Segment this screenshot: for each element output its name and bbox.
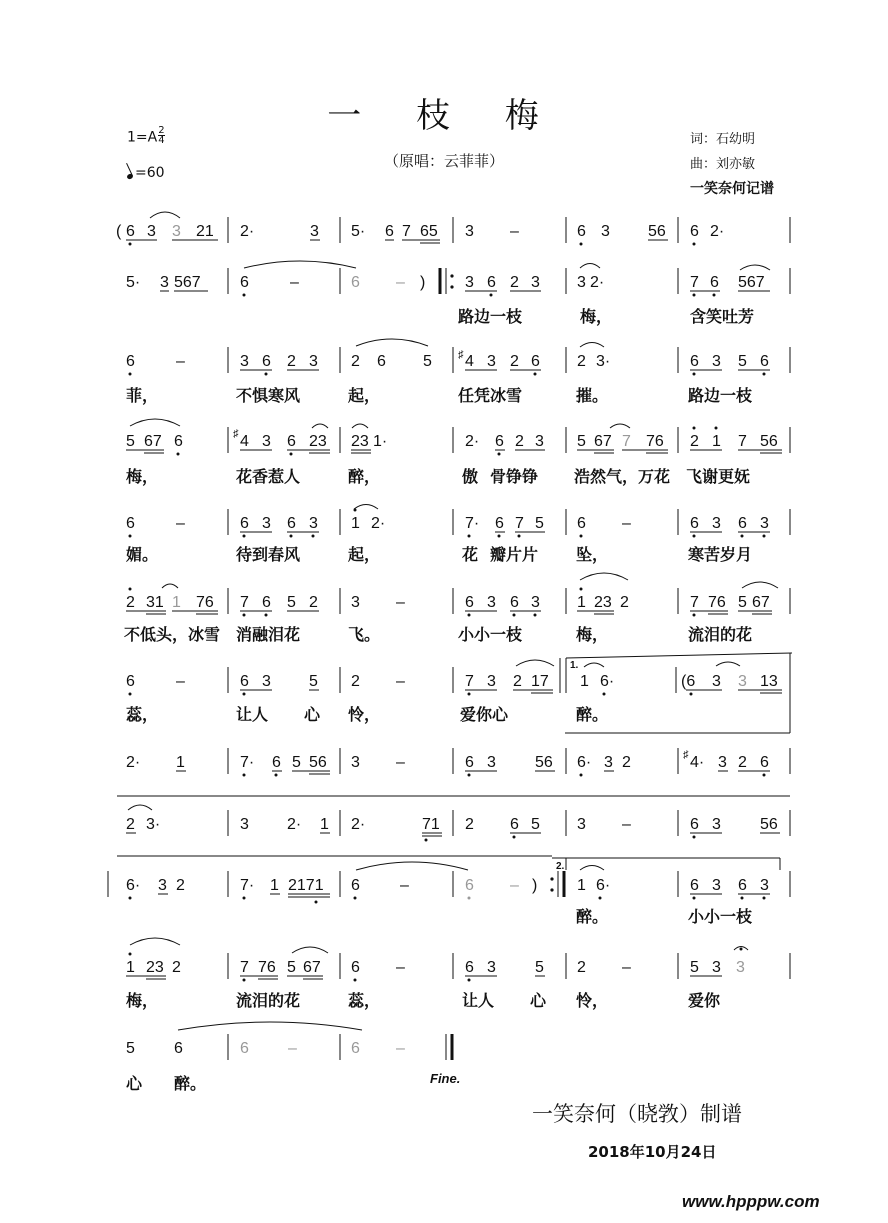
svg-text:23: 23 [351,433,369,450]
svg-text:23: 23 [146,959,164,976]
svg-text:2: 2 [176,877,185,894]
svg-text:56: 56 [760,433,778,450]
svg-text:3: 3 [601,223,610,240]
svg-text:2: 2 [577,353,586,370]
svg-text:2: 2 [126,816,135,833]
svg-text:2: 2 [287,353,296,370]
svg-text:7: 7 [690,274,699,291]
svg-text:6: 6 [377,353,386,370]
svg-text:浩然气，万花: 浩然气，万花 [574,467,671,486]
svg-text:让人: 让人 [462,991,495,1010]
svg-text:3: 3 [712,673,721,690]
svg-text:–: – [396,1040,405,1057]
svg-text:3: 3 [487,754,496,771]
svg-text:2: 2 [620,594,629,611]
svg-text:6: 6 [710,274,719,291]
svg-text:7: 7 [622,433,631,450]
svg-text:2: 2 [510,274,519,291]
svg-text:2: 2 [126,594,135,611]
svg-text:6: 6 [240,274,249,291]
svg-text:飞谢更妩: 飞谢更妩 [686,467,751,486]
svg-text:6·: 6· [126,877,141,894]
svg-text:5: 5 [738,353,747,370]
svg-text:2·: 2· [287,816,302,833]
svg-text:路边一枝: 路边一枝 [458,307,523,326]
svg-text:–: – [400,877,409,894]
svg-text:待到春风: 待到春风 [236,545,301,564]
svg-text:2·: 2· [351,816,366,833]
svg-text:1: 1 [172,594,181,611]
svg-text:6: 6 [738,515,747,532]
svg-text:寒苦岁月: 寒苦岁月 [688,545,753,564]
svg-text:7: 7 [240,959,249,976]
svg-text:56: 56 [535,754,553,771]
svg-text:3: 3 [577,816,586,833]
svg-text:3: 3 [736,959,745,976]
svg-text:心: 心 [304,705,321,724]
svg-text:2.: 2. [556,861,565,872]
svg-text:3: 3 [487,959,496,976]
svg-text:7·: 7· [240,754,255,771]
svg-text:5: 5 [423,353,432,370]
svg-text:醉。: 醉。 [174,1074,207,1093]
svg-text:爱你: 爱你 [688,991,721,1010]
svg-text:5: 5 [287,959,296,976]
svg-text:2·: 2· [126,754,141,771]
svg-text:3: 3 [160,274,169,291]
svg-text:67: 67 [752,594,770,611]
svg-text:13: 13 [760,673,778,690]
svg-text:6: 6 [287,433,296,450]
svg-text:5: 5 [287,594,296,611]
svg-text:2: 2 [351,673,360,690]
svg-text:7·: 7· [465,515,480,532]
svg-text:3: 3 [309,353,318,370]
svg-text:4: 4 [465,353,474,370]
svg-text:5: 5 [738,594,747,611]
svg-text:67: 67 [594,433,612,450]
svg-text:–: – [396,673,405,690]
svg-text:6: 6 [690,353,699,370]
svg-text:4·: 4· [690,754,705,771]
svg-text:5·: 5· [126,274,141,291]
svg-text:起，: 起， [348,386,381,405]
svg-text:2: 2 [309,594,318,611]
svg-text:3: 3 [147,223,156,240]
svg-text:567: 567 [738,274,765,291]
svg-text:3: 3 [712,877,721,894]
svg-text:): ) [532,877,538,894]
svg-text:1: 1 [712,433,721,450]
svg-text:醉。: 醉。 [576,907,609,926]
svg-text:67: 67 [144,433,162,450]
svg-text:2: 2 [510,353,519,370]
time-denominator: 4 [158,135,165,146]
svg-text:1: 1 [351,515,360,532]
svg-text:含笑吐芳: 含笑吐芳 [690,307,755,326]
svg-text:1: 1 [270,877,279,894]
svg-text:2: 2 [351,353,360,370]
svg-text:6: 6 [351,877,360,894]
svg-text:3: 3 [531,274,540,291]
svg-text:76: 76 [646,433,664,450]
svg-text:31: 31 [146,594,164,611]
svg-text:6: 6 [465,959,474,976]
svg-text:起，: 起， [348,545,381,564]
svg-text:醉。: 醉。 [576,705,609,724]
svg-text:5: 5 [126,1040,135,1057]
svg-text:5: 5 [690,959,699,976]
svg-text:醉，: 醉， [348,467,381,486]
svg-text:6: 6 [174,433,183,450]
svg-text:蕊，: 蕊， [348,991,381,1010]
svg-text:2: 2 [515,433,524,450]
svg-text:3: 3 [531,594,540,611]
svg-text:–: – [396,274,405,291]
svg-text:6: 6 [262,594,271,611]
svg-text:3: 3 [760,515,769,532]
svg-text:媚。: 媚。 [126,545,159,564]
svg-text:小小一枝: 小小一枝 [458,625,523,644]
svg-text:任凭冰雪: 任凭冰雪 [458,386,523,405]
svg-text:3: 3 [351,754,360,771]
svg-text:6: 6 [351,1040,360,1057]
svg-text:6: 6 [510,594,519,611]
svg-text:6: 6 [240,1040,249,1057]
svg-text:3: 3 [172,223,181,240]
svg-text:傲: 傲 [462,467,479,486]
svg-text:76: 76 [258,959,276,976]
svg-text:–: – [288,1040,297,1057]
svg-text:7: 7 [465,673,474,690]
svg-text:–: – [396,959,405,976]
svg-text:6: 6 [287,515,296,532]
svg-text:2: 2 [622,754,631,771]
time-numerator: 2 [158,125,165,136]
svg-text:6: 6 [240,673,249,690]
svg-text:2·: 2· [710,223,725,240]
svg-text:3: 3 [262,515,271,532]
svg-text:–: – [176,515,185,532]
svg-text:3: 3 [487,353,496,370]
svg-text:6: 6 [240,515,249,532]
svg-text:1: 1 [577,877,586,894]
svg-text:5: 5 [309,673,318,690]
svg-text:7·: 7· [240,877,255,894]
svg-text:3: 3 [712,816,721,833]
svg-text:花香惹人: 花香惹人 [236,467,301,486]
svg-text:6: 6 [465,594,474,611]
svg-text:6: 6 [487,274,496,291]
svg-text:飞。: 飞。 [348,625,381,644]
svg-text:3: 3 [240,816,249,833]
svg-text:5: 5 [531,816,540,833]
svg-text:76: 76 [708,594,726,611]
svg-text:3: 3 [535,433,544,450]
svg-text:不惧寒风: 不惧寒风 [236,386,301,405]
svg-text:–: – [622,816,631,833]
svg-text:17: 17 [531,673,549,690]
svg-text:7: 7 [515,515,524,532]
svg-text:6: 6 [577,223,586,240]
svg-text:路边一枝: 路边一枝 [688,386,753,405]
svg-text:3·: 3· [146,816,161,833]
svg-text:–: – [510,877,519,894]
svg-text:2·: 2· [240,223,255,240]
svg-text:(6: (6 [681,673,696,690]
fine-mark: Fine. [430,1071,461,1086]
svg-text:67: 67 [303,959,321,976]
svg-text:3: 3 [309,515,318,532]
svg-text:小小一枝: 小小一枝 [688,907,753,926]
svg-text:流泪的花: 流泪的花 [688,625,753,644]
svg-text:3: 3 [262,433,271,450]
svg-text:76: 76 [196,594,214,611]
svg-text:3: 3 [465,274,474,291]
svg-text:2: 2 [172,959,181,976]
svg-text:6: 6 [760,754,769,771]
svg-text:–: – [510,223,519,240]
svg-text:2: 2 [465,816,474,833]
svg-text:56: 56 [309,754,327,771]
svg-text:3: 3 [577,274,586,291]
svg-text:6: 6 [577,515,586,532]
svg-text:6: 6 [126,673,135,690]
svg-text:摧。: 摧。 [576,386,609,405]
svg-text:5·: 5· [351,223,366,240]
svg-text:2: 2 [577,959,586,976]
svg-text:6: 6 [351,274,360,291]
svg-text:1: 1 [580,673,589,690]
svg-text:花: 花 [462,545,479,564]
svg-text:23: 23 [309,433,327,450]
svg-text:(: ( [116,223,122,240]
svg-text:1: 1 [320,816,329,833]
svg-text:骨铮铮: 骨铮铮 [490,467,539,486]
svg-text:3·: 3· [596,353,611,370]
composer-credit: 曲：刘亦敏 [690,157,756,172]
svg-text:坠，: 坠， [576,545,609,564]
svg-text:3: 3 [718,754,727,771]
svg-text:71: 71 [422,816,440,833]
svg-text:1: 1 [577,594,586,611]
svg-text:梅，: 梅， [580,307,613,326]
svg-text:怜，: 怜， [348,705,381,724]
svg-text:7: 7 [690,594,699,611]
svg-text:3: 3 [738,673,747,690]
svg-text:5: 5 [577,433,586,450]
svg-text:6: 6 [351,959,360,976]
svg-text:3: 3 [487,673,496,690]
svg-text:): ) [420,274,426,291]
svg-text:♯: ♯ [233,428,239,440]
svg-text:3: 3 [310,223,319,240]
svg-text:梅，: 梅， [126,467,159,486]
svg-text:3: 3 [604,754,613,771]
svg-text:2·: 2· [465,433,480,450]
svg-text:1·: 1· [373,433,388,450]
svg-text:蕊，: 蕊， [126,705,159,724]
svg-text:2: 2 [738,754,747,771]
svg-text:1: 1 [126,959,135,976]
svg-text:7: 7 [402,223,411,240]
svg-text:6·: 6· [596,877,611,894]
svg-text:–: – [290,274,299,291]
svg-text:2171: 2171 [288,877,324,894]
svg-text:–: – [176,673,185,690]
svg-text:2: 2 [690,433,699,450]
svg-text:心: 心 [530,991,547,1010]
svg-text:56: 56 [648,223,666,240]
svg-text:2·: 2· [371,515,386,532]
lyricist-credit: 词：石幼明 [690,132,756,147]
svg-text:3: 3 [240,353,249,370]
song-title: 一 枝 梅 [327,96,561,136]
svg-text:6: 6 [760,353,769,370]
tempo-value: =60 [135,165,165,181]
svg-text:流泪的花: 流泪的花 [236,991,301,1010]
svg-text:6: 6 [690,223,699,240]
svg-text:心: 心 [126,1074,143,1093]
svg-text:–: – [622,515,631,532]
svg-text:6: 6 [465,754,474,771]
watermark-url: www.hpppw.com [682,1192,820,1211]
svg-text:6: 6 [465,877,474,894]
svg-text:让人: 让人 [236,705,269,724]
svg-text:6: 6 [174,1040,183,1057]
svg-text:1: 1 [176,754,185,771]
svg-text:6·: 6· [577,754,592,771]
svg-text:5: 5 [292,754,301,771]
svg-text:3: 3 [712,353,721,370]
svg-text:♯: ♯ [683,749,689,761]
svg-text:3: 3 [158,877,167,894]
svg-text:6: 6 [126,223,135,240]
svg-text:2·: 2· [590,274,605,291]
svg-text:5: 5 [535,959,544,976]
svg-text:6: 6 [531,353,540,370]
svg-text:瓣片片: 瓣片片 [490,545,539,564]
svg-text:1.: 1. [570,660,579,671]
svg-text:23: 23 [594,594,612,611]
svg-text:–: – [396,754,405,771]
svg-text:6: 6 [690,515,699,532]
svg-text:6: 6 [495,433,504,450]
svg-text:3: 3 [487,594,496,611]
svg-text:–: – [176,353,185,370]
svg-text:5: 5 [126,433,135,450]
svg-text:6: 6 [272,754,281,771]
svg-text:3: 3 [351,594,360,611]
date-label: 2018年10月24日 [588,1143,717,1161]
svg-text:6: 6 [385,223,394,240]
svg-text:3: 3 [465,223,474,240]
song-subtitle: （原唱：云菲菲） [383,152,504,170]
svg-text:3: 3 [712,959,721,976]
svg-text:菲，: 菲， [126,386,159,405]
svg-text:梅，: 梅， [576,625,609,644]
svg-text:怜，: 怜， [576,991,609,1010]
svg-text:消融泪花: 消融泪花 [236,625,301,644]
svg-text:6: 6 [495,515,504,532]
key-label: 1=A [127,129,158,146]
svg-text:56: 56 [760,816,778,833]
svg-text:65: 65 [420,223,438,240]
svg-text:3: 3 [262,673,271,690]
svg-text:21: 21 [196,223,214,240]
svg-text:6·: 6· [600,673,615,690]
svg-text:2: 2 [513,673,522,690]
svg-text:–: – [396,594,405,611]
svg-text:–: – [622,959,631,976]
svg-text:6: 6 [738,877,747,894]
svg-text:6: 6 [262,353,271,370]
svg-text:6: 6 [510,816,519,833]
svg-text:3: 3 [712,515,721,532]
svg-text:6: 6 [690,816,699,833]
svg-text:爱你心: 爱你心 [460,705,509,724]
svg-text:梅，: 梅， [126,991,159,1010]
transcriber-signature: 一笑奈何（晓敩）制谱 [532,1102,742,1126]
svg-text:6: 6 [690,877,699,894]
svg-text:不低头，冰雪: 不低头，冰雪 [124,625,221,644]
svg-text:3: 3 [760,877,769,894]
svg-text:7: 7 [738,433,747,450]
svg-text:567: 567 [174,274,201,291]
svg-text:7: 7 [240,594,249,611]
svg-text:6: 6 [126,515,135,532]
svg-text:4: 4 [240,433,249,450]
svg-text:5: 5 [535,515,544,532]
svg-text:6: 6 [126,353,135,370]
svg-text:♯: ♯ [458,349,464,361]
transcriber-credit: 一笑奈何记谱 [690,181,774,197]
